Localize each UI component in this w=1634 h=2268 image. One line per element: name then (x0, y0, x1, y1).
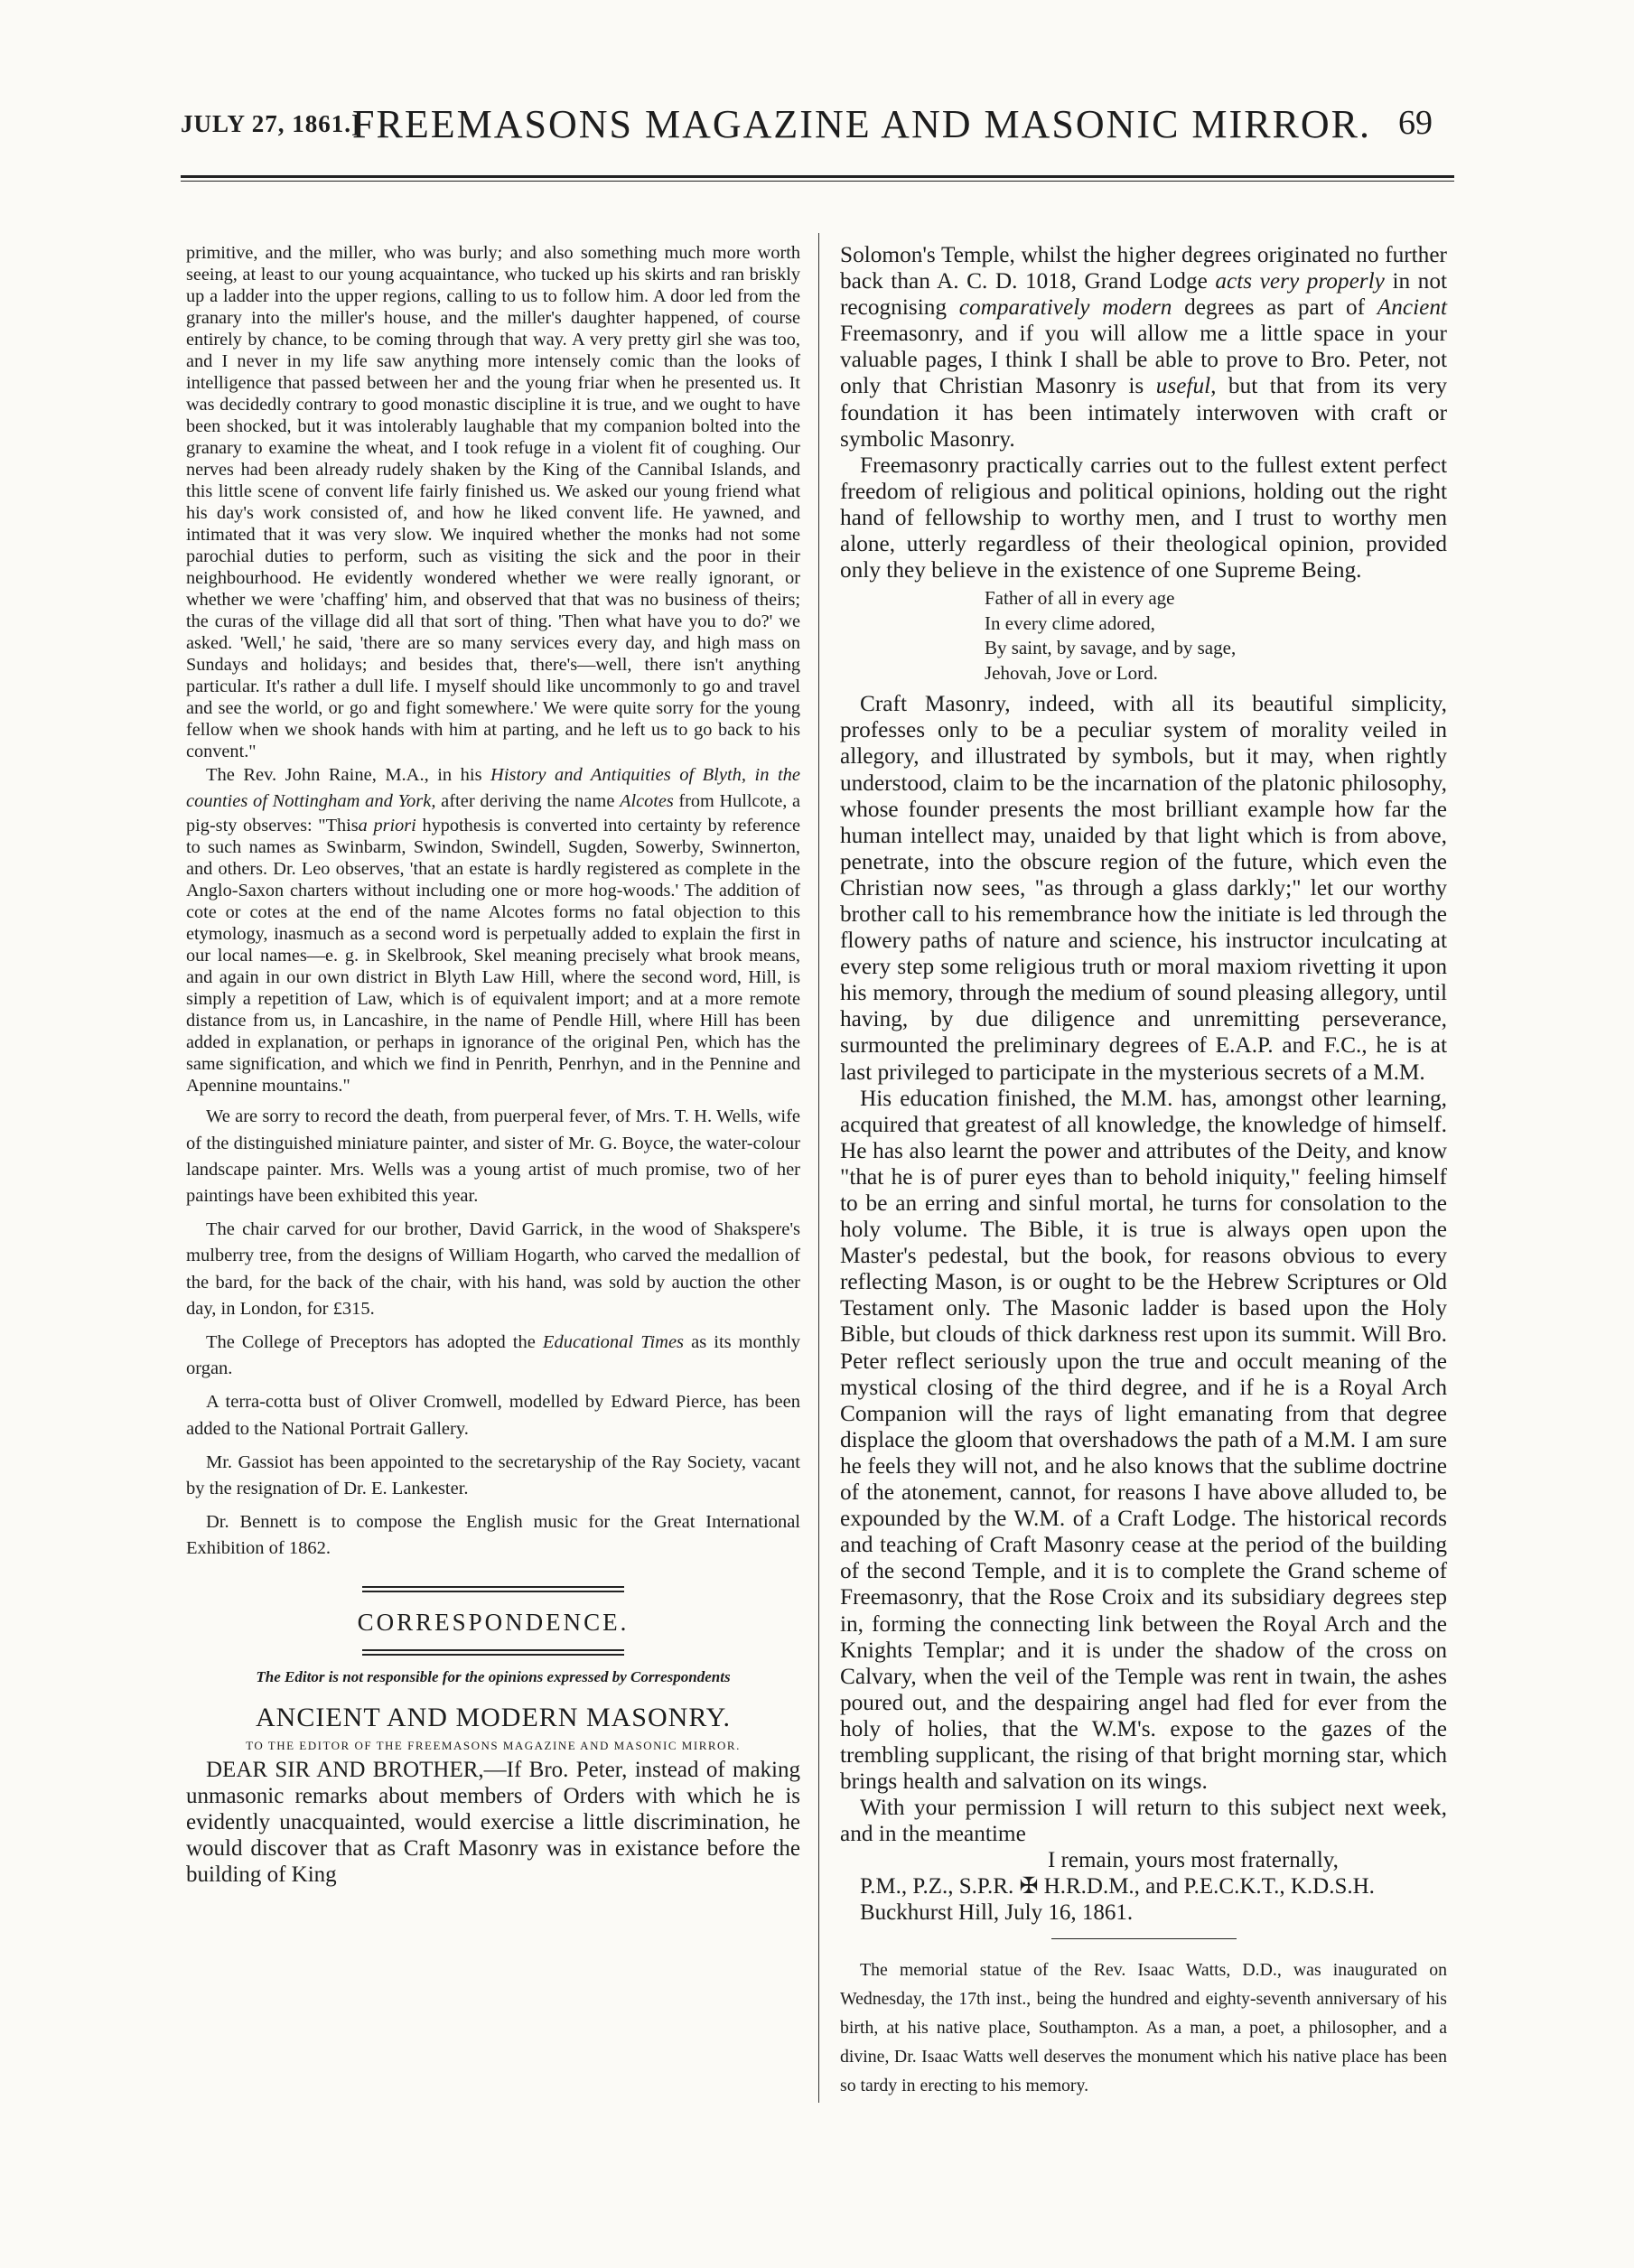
editor-disclaimer: The Editor is not responsible for the opinions expressed by Correspondents (256, 1667, 731, 1685)
magazine-title: FREEMASONS MAGAZINE AND MASONIC MIRROR. (352, 102, 1372, 146)
left-column (186, 242, 800, 1888)
paragraph-education: His education finished, the M.M. has, amongst other learning, acquired that greatest of all knowledge, the knowledge of himself. He has also learnt the power and attributes of the Deity, and know "that he is of purer eyes than to behold iniquity," feeling himself to be an erring and sinful mortal, he turns for consolation to the holy volume. The Bible, it is true is always open upon the Master's pedestal, but the book, for reasons obvious to every reflecting Mason, is or ought to be the Hebrew Scriptures or Old Testament only. The Masonic ladder is based upon the Holy Bible, but clouds of thick darkness rest upon its summit. Will Bro. Peter reflect seriously upon the true and occult meaning of the mystical closing of the third degree, and if he is a Royal Arch Companion will the rays of light emanating from that degree displace the gloom that overshadows the path of a M.M. I am sure he feels they will not, and he also knows that the sublime doctrine of the atonement, cannot, for reasons I have above alluded to, be expounded by the W.M. of a Craft Lodge. The historical records and teaching of Craft Masonry cease at the period of the building of the second Temple, and it is to complete the Grand scheme of Freemasonry, that the Rose Croix and its subsidiary degrees step in, forming the connecting link between the Royal Arch and the Knights Templar; and it is under the shadow of the cross on Calvary, when the veil of the Temple was rent in twain, the ashes poured out, and the despairing angel had fled for ever from the holy of holies, that the W.M's. expose to the gazes of the trembling supplicant, the rising of that bright morning star, which brings health and salvation on its wings. (840, 1085, 1447, 1795)
section-rule (362, 1586, 624, 1592)
signoff-place-date: Buckhurst Hill, July 16, 1861. (860, 1900, 1134, 1926)
paragraph-cromwell-bust: A terra-cotta bust of Oliver Cromwell, modelled by Edward Pierce, has been added to the National Portrait Gallery. (186, 1392, 800, 1439)
section-rule-lower (362, 1649, 624, 1656)
paragraph-craft-masonry: Craft Masonry, indeed, with all its beautiful simplicity, professes only to be a peculiar system of morality veiled in allegory, and illustrated by symbols, but it may, when rightly understood, claim to be the incarnation of the platonic philosophy, whose founder presents the most brilliant example how far the human intellect may, unaided by that light which is from above, penetrate, into the obscure region of the future, which even the Christian now sees, "as through a glass darkly;" let our worthy brother call to his remembrance how the initiate is led through the flowery paths of nature and science, his instructor inculcating at every step some religious truth or moral maxiom rivetting it upon his memory, through the medium of sound pleasing allegory, until having, by due diligence and unremitting perseverance, surmounted the preliminary degrees of E.A.P. and F.C., he is at last privileged to participate in the mysterious secrets of a M.M. (840, 691, 1447, 1085)
paragraph-wells: We are sorry to record the death, from puerperal fever, of Mrs. T. H. Wells, wife of the distinguished miniature painter, and sister of Mr. G. Boyce, the water-colour landscape painter. Mrs. Wells was a young artist of much promise, two of her paintings have been exhibited this year. (186, 1106, 800, 1207)
paragraph-permission: With your permission I will return to this subject next week, and in the meantime (840, 1795, 1447, 1847)
paragraph-gassiot: Mr. Gassiot has been appointed to the secretaryship of the Ray Society, vacant by the resignation of Dr. E. Lankester. (186, 1451, 800, 1499)
verse-line: Jehovah, Jove or Lord. (985, 661, 1158, 684)
signoff-remain: I remain, yours most fraternally, (1048, 1848, 1339, 1873)
paragraph-freedom: Freemasonry practically carries out to the fullest extent perfect freedom of religious and political opinions, holding out the right hand of fellowship to worthy men, and I trust to worthy men alone, utterly regardless of their theological opinion, provided only they believe in the existence of one Supreme Being. (840, 452, 1447, 583)
article-heading: ANCIENT AND MODERN MASONRY. (256, 1702, 731, 1732)
letter-continuation: Solomon's Temple, whilst the higher degrees originated no further back than A. C. D. 1018, Grand Lodge acts very properly in not recognising comparatively modern degrees as part of Ancient Freemasonry, and if you will allow me a little space in your valuable pages, I think I shall be able to prove to Bro. Peter, not only that Christian Masonry is useful, but that from its very foundation it has been intimately interwoven with craft or symbolic Masonry. (840, 242, 1448, 452)
salutation-header: TO THE EDITOR OF THE FREEMASONS MAGAZINE AND MASONIC MIRROR. (246, 1738, 741, 1752)
paragraph-garrick-chair: The chair carved for our brother, David Garrick, in the wood of Shakspere's mulberry tree, from the designs of William Hogarth, who carved the medallion of the bard, for the back of the chair, with his hand, was sold by auction the other day, in London, for £315. (186, 1219, 800, 1319)
signoff-titles: P.M., P.Z., S.P.R. ✠ H.R.D.M., and P.E.C.K.T., K.D.S.H. (860, 1874, 1375, 1899)
paragraph-watts-statue: The memorial statue of the Rev. Isaac Watts, D.D., was inaugurated on Wednesday, the 17th inst., being the hundred and eighty-seventh anniversary of his birth, at his native place, Southampton. As a man, a poet, a philosopher, and a divine, Dr. Isaac Watts well deserves the monument which his native place has been so tardy in erecting to his memory. (840, 1960, 1447, 2096)
verse-line: In every clime adored, (985, 611, 1155, 634)
letter-opening: DEAR SIR AND BROTHER,—If Bro. Peter, instead of making unmasonic remarks about members of Orders with which he is evidently unacquainted, would exercise a little discrimination, he would discover that as Craft Masonry was in existance before the building of King (186, 1757, 800, 1887)
header-rule (181, 175, 1454, 178)
header-rule-thin (181, 181, 1454, 182)
article-end-rule (1051, 1938, 1237, 1939)
verse-quote (985, 586, 1447, 686)
page-header (181, 90, 1445, 154)
column-divider (818, 233, 819, 2103)
page-number: 69 (1398, 104, 1433, 142)
paragraph-preceptors: The College of Preceptors has adopted the Educational Times as its monthly organ. (186, 1332, 801, 1379)
correspondence-heading: CORRESPONDENCE. (357, 1608, 630, 1636)
paragraph-raine: The Rev. John Raine, M.A., in his History and Antiquities of Blyth, in the counties of Nottingham and York, after deriving the name Alcotes from Hullcote, a pig-sty observes: "Thisa priori hypothesis is converted into certainty by reference to such names as Swinbarm, Swindon, Swindell, Sugden, Sowerby, Swinnerton, and others. Dr. Leo observes, 'that an estate is hardly registered as complete in the Anglo-Saxon charters without including one or more hog-woods.' The addition of cote or cotes at the end of the name Alcotes forms no fatal objection to this etymology, inasmuch as a second word is perpetually added to explain the first in our local names—e. g. in Skelbrook, Skel meaning precisely what brook means, and again in our own district in Blyth Law Hill, where the second word, Hill, is simply a repetition of Law, which is of equivalent import; and at a more remote distance from us, in Lancashire, in the name of Pendle Hill, where Hill has been added in explanation, or perhaps in ignorance of the original Pen, which has the same signification, and which we find in Penrith, Penrhyn, and in the Pennine and Apennine mountains." (186, 765, 800, 1097)
verse-line: By saint, by savage, and by sage, (985, 637, 1237, 659)
right-column (840, 242, 1447, 2100)
issue-date: JULY 27, 1861.] (181, 110, 361, 137)
verse-line: Father of all in every age (985, 587, 1175, 610)
paragraph-convent-visit: primitive, and the miller, who was burly; and also something much more worth seeing, at least to our young acquaintance, who tucked up his skirts and ran briskly up a ladder into the upper regions, calling to us to follow him. A door led from the granary into the miller's house, and the miller's daughter happened, of course entirely by chance, to be coming through that way. A very pretty girl she was too, and I never in my life saw anything more intensely comic than the looks of intelligence that passed between her and the young friar when he presented us. It was decidedly contrary to good monastic discipline it is true, and we ought to have been shocked, but it was intolerably laughable that my companion bolted into the granary to examine the wheat, and I took refuge in a violent fit of coughing. Our nerves had been already rudely shaken by the King of the Cannibal Islands, and this little scene of convent life fairly finished us. We asked our young friend what his day's work consisted of, and how he liked convent life. He yawned, and intimated that it was very slow. We inquired whether the monks had not some parochial duties to perform, such as visiting the sick and the poor in their neighbourhood. He evidently wondered whether we were really ignorant, or whether we were 'chaffing' him, and observed that that was no business of theirs; the curas of the village did all that sort of thing. 'Then what have you to do?' we asked. 'Well,' he said, 'there are so many services every day, and high mass on Sundays and holidays; and besides that, there's—well, there isn't anything particular. It's rather a dull life. I myself should like uncommonly to go and travel and see the world, or go and fight somewhere.' We were quite sorry for the young fellow when we shook hands with him at parting, and he left us to go back to his convent." (186, 243, 800, 761)
paragraph-bennett: Dr. Bennett is to compose the English music for the Great International Exhibition of 1862. (186, 1512, 800, 1559)
